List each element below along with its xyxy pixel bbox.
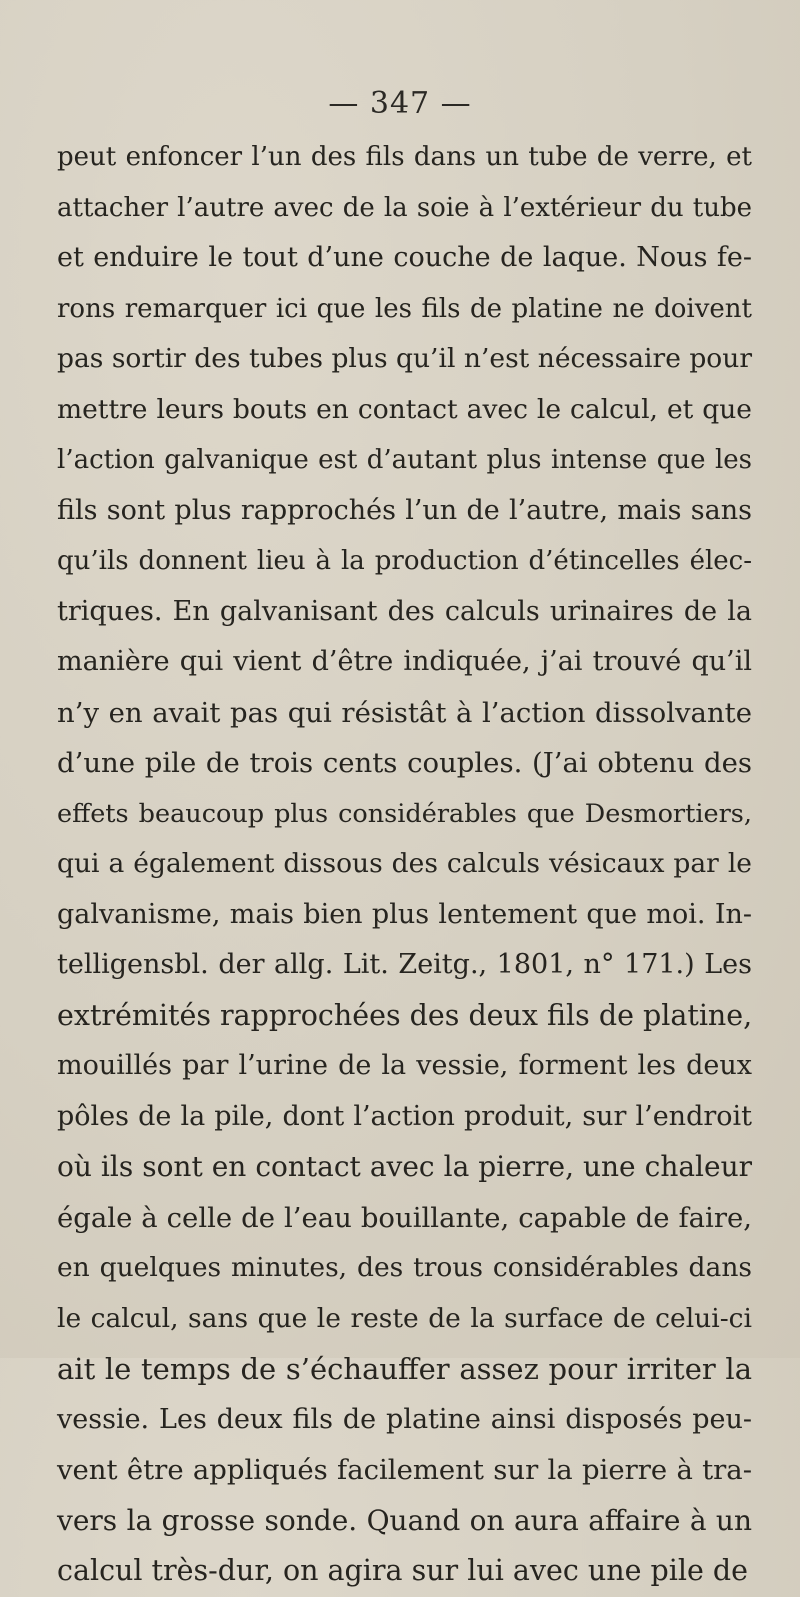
text-line: manière qui vient d’être indiquée, j’ai trouvé qu’il xyxy=(57,646,752,677)
text-line: attacher l’autre avec de la soie à l’extérieur du tube xyxy=(57,192,752,223)
text-line: d’une pile de trois cents couples. (J’ai obtenu des xyxy=(57,747,752,779)
text-line: et enduire le tout d’une couche de laque. Nous fe- xyxy=(57,242,752,273)
text-line: où ils sont en contact avec la pierre, une chaleur xyxy=(57,1150,752,1183)
text-line: triques. En galvanisant des calculs urinaires de la xyxy=(57,595,752,627)
text-line: extrémités rapprochées des deux fils de platine, xyxy=(57,998,753,1032)
text-line: qui a également dissous des calculs vésicaux par le xyxy=(57,848,752,879)
text-line: mettre leurs bouts en contact avec le calcul, et que xyxy=(57,393,752,425)
text-line: peut enfoncer l’un des fils dans un tube de verre, et xyxy=(57,142,752,172)
text-line: effets beaucoup plus considérables que Desmortiers, xyxy=(57,798,752,829)
text-line: pas sortir des tubes plus qu’il n’est nécessaire pour xyxy=(57,343,752,374)
text-line: vent être appliqués facilement sur la pierre à tra- xyxy=(57,1454,752,1486)
text-line: le calcul, sans que le reste de la surface de celui-ci xyxy=(57,1302,752,1334)
text-line: rons remarquer ici que les fils de platine ne doivent xyxy=(57,293,752,324)
text-line: n’y en avait pas qui résistât à l’action dissolvante xyxy=(57,696,752,729)
text-line: ait le temps de s’échauffer assez pour irriter la xyxy=(57,1352,752,1386)
text-line: calcul très-dur, on agira sur lui avec une pile de xyxy=(57,1554,748,1587)
text-line: telligensbl. der allg. Lit. Zeitg., 1801, n° 171.) Les xyxy=(57,949,752,980)
text-line: égale à celle de l’eau bouillante, capable de faire, xyxy=(57,1201,752,1234)
page-number: — 347 — xyxy=(328,86,472,121)
text-line: vessie. Les deux fils de platine ainsi disposés peu- xyxy=(57,1403,752,1435)
body-text xyxy=(57,132,752,1597)
text-line: qu’ils donnent lieu à la production d’étincelles élec- xyxy=(57,546,752,576)
text-line: en quelques minutes, des trous considérables dans xyxy=(57,1252,752,1283)
text-line: pôles de la pile, dont l’action produit, sur l’endroit xyxy=(57,1100,752,1132)
text-line: galvanisme, mais bien plus lentement que moi. In- xyxy=(57,898,752,930)
text-line: l’action galvanique est d’autant plus intense que les xyxy=(57,445,752,475)
text-line: fils sont plus rapprochés l’un de l’autre, mais sans xyxy=(57,494,752,526)
text-line: mouillés par l’urine de la vessie, forment les deux xyxy=(57,1050,752,1081)
text-line: vers la grosse sonde. Quand on aura affaire à un xyxy=(57,1503,752,1537)
